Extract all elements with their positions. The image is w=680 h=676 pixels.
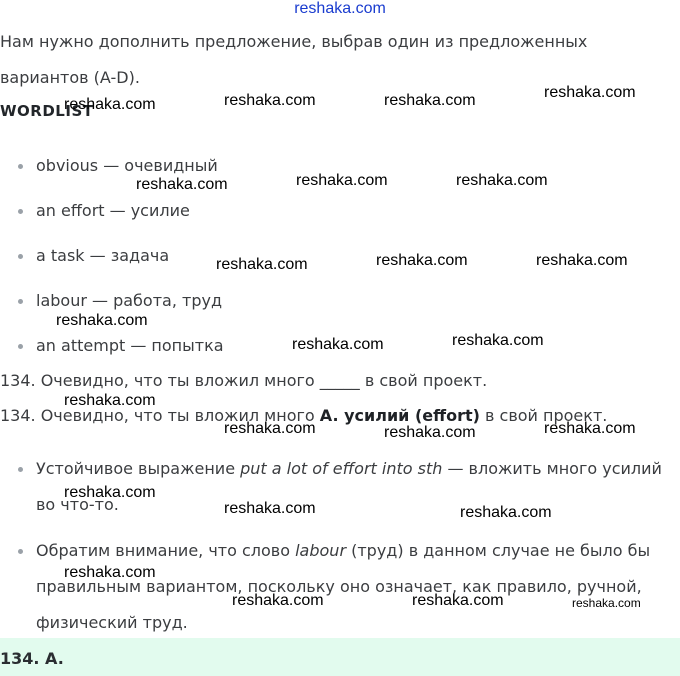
bullet-icon (18, 164, 23, 169)
answer-sentence-after: в свой проект. (479, 406, 608, 425)
note-1-after: — вложить много усилий (442, 459, 662, 478)
watermark: reshaka.com (64, 564, 156, 581)
note-1-phrase: put a lot of effort into sth (240, 459, 443, 478)
watermark: reshaka.com (544, 420, 636, 437)
word-item-task: a task — задача (36, 246, 170, 265)
watermark: reshaka.com (136, 176, 228, 193)
final-answer: 134. A. (0, 649, 64, 668)
watermark: reshaka.com (292, 336, 384, 353)
watermark: reshaka.com (56, 312, 148, 329)
question-text: 134. Очевидно, что ты вложил много _____ в свой проект. (0, 371, 488, 390)
word-item-obvious: obvious — очевидный (36, 156, 218, 175)
note-2-line2: правильным вариантом, поскольку оно означает, как правило, ручной, (36, 577, 642, 596)
watermark: reshaka.com (384, 92, 476, 109)
watermark: reshaka.com (64, 484, 156, 501)
final-answer-box (0, 638, 680, 676)
bullet-icon (18, 549, 23, 554)
watermark: reshaka.com (64, 96, 156, 113)
watermark: reshaka.com (224, 420, 316, 437)
bullet-icon (18, 344, 23, 349)
bullet-icon (18, 254, 23, 259)
watermark: reshaka.com (460, 504, 552, 521)
watermark: reshaka.com (64, 392, 156, 409)
watermark: reshaka.com (232, 592, 324, 609)
watermark: reshaka.com (544, 84, 636, 101)
note-1-line1 (36, 459, 662, 478)
watermark: reshaka.com (536, 252, 628, 269)
word-item-attempt: an attempt — попытка (36, 336, 224, 355)
answer-highlight: A. усилий (effort) (319, 406, 480, 425)
note-1-line2: во что-то. (36, 495, 119, 514)
watermark: reshaka.com (572, 596, 641, 610)
note-2-line1 (36, 541, 650, 560)
note-2-before: Обратим внимание, что слово (36, 541, 296, 560)
word-item-effort: an effort — усилие (36, 201, 190, 220)
word-item-labour: labour — работа, труд (36, 291, 223, 310)
watermark: reshaka.com (216, 256, 308, 273)
watermark: reshaka.com (296, 172, 388, 189)
bullet-icon (18, 467, 23, 472)
watermark: reshaka.com (456, 172, 548, 189)
bullet-icon (18, 209, 23, 214)
watermark: reshaka.com (412, 592, 504, 609)
wordlist-heading: WORDLIST (0, 102, 94, 120)
watermark: reshaka.com (384, 424, 476, 441)
answer-sentence-before: 134. Очевидно, что ты вложил много (0, 406, 320, 425)
intro-text-line1: Нам нужно дополнить предложение, выбрав один из предложенных (0, 32, 588, 51)
note-2-after: (труд) в данном случае не было бы (346, 541, 651, 560)
intro-text-line2: вариантов (A-D). (0, 68, 140, 87)
watermark: reshaka.com (224, 92, 316, 109)
note-2-line3: физический труд. (36, 613, 188, 632)
note-1-before: Устойчивое выражение (36, 459, 241, 478)
watermark: reshaka.com (376, 252, 468, 269)
watermark: reshaka.com (452, 332, 544, 349)
site-header[interactable]: reshaka.com (294, 0, 386, 17)
watermark: reshaka.com (224, 500, 316, 517)
note-2-word: labour (295, 541, 347, 560)
bullet-icon (18, 299, 23, 304)
